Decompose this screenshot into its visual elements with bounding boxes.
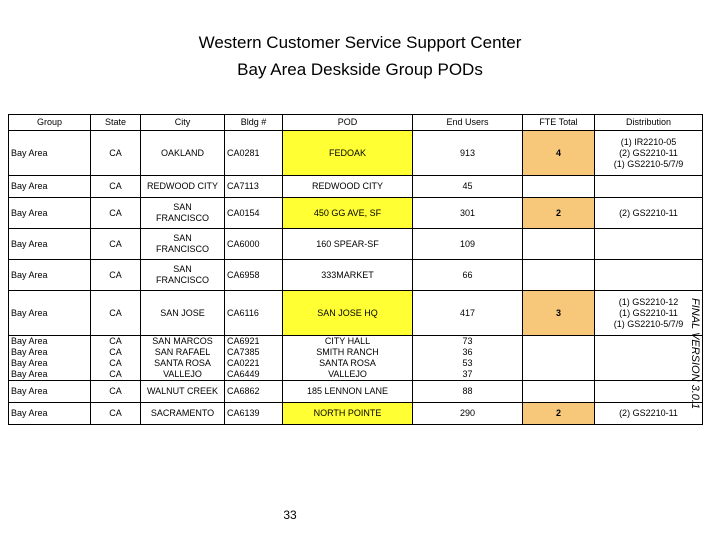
table-row [9, 381, 703, 403]
cell-end-users: 301 [413, 198, 523, 229]
cell-fte-total [523, 336, 595, 381]
header-fte-total: FTE Total [523, 115, 595, 131]
cell-city: SAN FRANCISCO [141, 198, 225, 229]
cell-pod: 450 GG AVE, SF [283, 198, 413, 229]
cell-bldg: CA7113 [225, 176, 283, 198]
cell-state: CA [91, 260, 141, 291]
cell-pod: CITY HALL SMITH RANCH SANTA ROSA VALLEJO [283, 336, 413, 381]
cell-distribution: (2) GS2210-11 [595, 198, 703, 229]
cell-city: SACRAMENTO [141, 403, 225, 425]
cell-distribution [595, 229, 703, 260]
cell-distribution [595, 381, 703, 403]
table-row [9, 131, 703, 176]
cell-end-users: 45 [413, 176, 523, 198]
cell-pod: NORTH POINTE [283, 403, 413, 425]
header-distribution: Distribution [595, 115, 703, 131]
cell-pod: REDWOOD CITY [283, 176, 413, 198]
pods-table [8, 114, 703, 425]
cell-state: CA CA CA CA [91, 336, 141, 381]
cell-bldg: CA0281 [225, 131, 283, 176]
table-row [9, 176, 703, 198]
cell-group: Bay Area [9, 176, 91, 198]
cell-group: Bay Area [9, 291, 91, 336]
cell-pod: 160 SPEAR-SF [283, 229, 413, 260]
cell-bldg: CA6000 [225, 229, 283, 260]
page-number: 33 [283, 508, 297, 522]
cell-fte-total [523, 176, 595, 198]
version-label: FINAL VERSION 3.0.1 [689, 298, 701, 410]
cell-end-users: 73 36 53 37 [413, 336, 523, 381]
cell-bldg: CA6958 [225, 260, 283, 291]
header-city: City [141, 115, 225, 131]
cell-fte-total: 4 [523, 131, 595, 176]
cell-pod: SAN JOSE HQ [283, 291, 413, 336]
cell-pod: 333MARKET [283, 260, 413, 291]
cell-fte-total [523, 229, 595, 260]
cell-state: CA [91, 176, 141, 198]
cell-end-users: 88 [413, 381, 523, 403]
header-pod: POD [283, 115, 413, 131]
page-title: Western Customer Service Support Center [198, 33, 522, 52]
cell-bldg: CA6116 [225, 291, 283, 336]
cell-state: CA [91, 131, 141, 176]
cell-group: Bay Area [9, 381, 91, 403]
header-state: State [91, 115, 141, 131]
cell-city: SAN MARCOS SAN RAFAEL SANTA ROSA VALLEJO [141, 336, 225, 381]
cell-bldg: CA6921 CA7385 CA0221 CA6449 [225, 336, 283, 381]
cell-group: Bay Area [9, 260, 91, 291]
cell-state: CA [91, 381, 141, 403]
cell-end-users: 109 [413, 229, 523, 260]
cell-group: Bay Area [9, 229, 91, 260]
cell-city: SAN JOSE [141, 291, 225, 336]
table-row [9, 198, 703, 229]
cell-group: Bay Area [9, 131, 91, 176]
cell-fte-total [523, 381, 595, 403]
cell-pod: FEDOAK [283, 131, 413, 176]
header-bldg: Bldg # [225, 115, 283, 131]
cell-distribution: (1) IR2210-05 (2) GS2210-11 (1) GS2210-5/7/9 [595, 131, 703, 176]
cell-state: CA [91, 291, 141, 336]
cell-distribution [595, 260, 703, 291]
cell-distribution [595, 336, 703, 381]
cell-city: REDWOOD CITY [141, 176, 225, 198]
cell-fte-total: 2 [523, 403, 595, 425]
cell-end-users: 66 [413, 260, 523, 291]
cell-bldg: CA6862 [225, 381, 283, 403]
cell-state: CA [91, 198, 141, 229]
cell-state: CA [91, 403, 141, 425]
cell-group: Bay Area [9, 198, 91, 229]
cell-city: WALNUT CREEK [141, 381, 225, 403]
header-group: Group [9, 115, 91, 131]
cell-city: SAN FRANCISCO [141, 260, 225, 291]
table-row [9, 291, 703, 336]
cell-end-users: 913 [413, 131, 523, 176]
cell-city: OAKLAND [141, 131, 225, 176]
cell-fte-total [523, 260, 595, 291]
cell-end-users: 417 [413, 291, 523, 336]
cell-group: Bay Area [9, 403, 91, 425]
cell-distribution [595, 176, 703, 198]
cell-fte-total: 3 [523, 291, 595, 336]
header-end-users: End Users [413, 115, 523, 131]
cell-distribution: (1) GS2210-12 (1) GS2210-11 (1) GS2210-5/7/9 [595, 291, 703, 336]
cell-group: Bay Area Bay Area Bay Area Bay Area [9, 336, 91, 381]
cell-end-users: 290 [413, 403, 523, 425]
table-row [9, 403, 703, 425]
cell-state: CA [91, 229, 141, 260]
page-subtitle: Bay Area Deskside Group PODs [237, 60, 483, 79]
table-row [9, 260, 703, 291]
cell-distribution: (2) GS2210-11 [595, 403, 703, 425]
table-row [9, 336, 703, 381]
cell-city: SAN FRANCISCO [141, 229, 225, 260]
cell-pod: 185 LENNON LANE [283, 381, 413, 403]
table-row [9, 229, 703, 260]
cell-fte-total: 2 [523, 198, 595, 229]
table-header-row [9, 115, 703, 131]
cell-bldg: CA6139 [225, 403, 283, 425]
cell-bldg: CA0154 [225, 198, 283, 229]
